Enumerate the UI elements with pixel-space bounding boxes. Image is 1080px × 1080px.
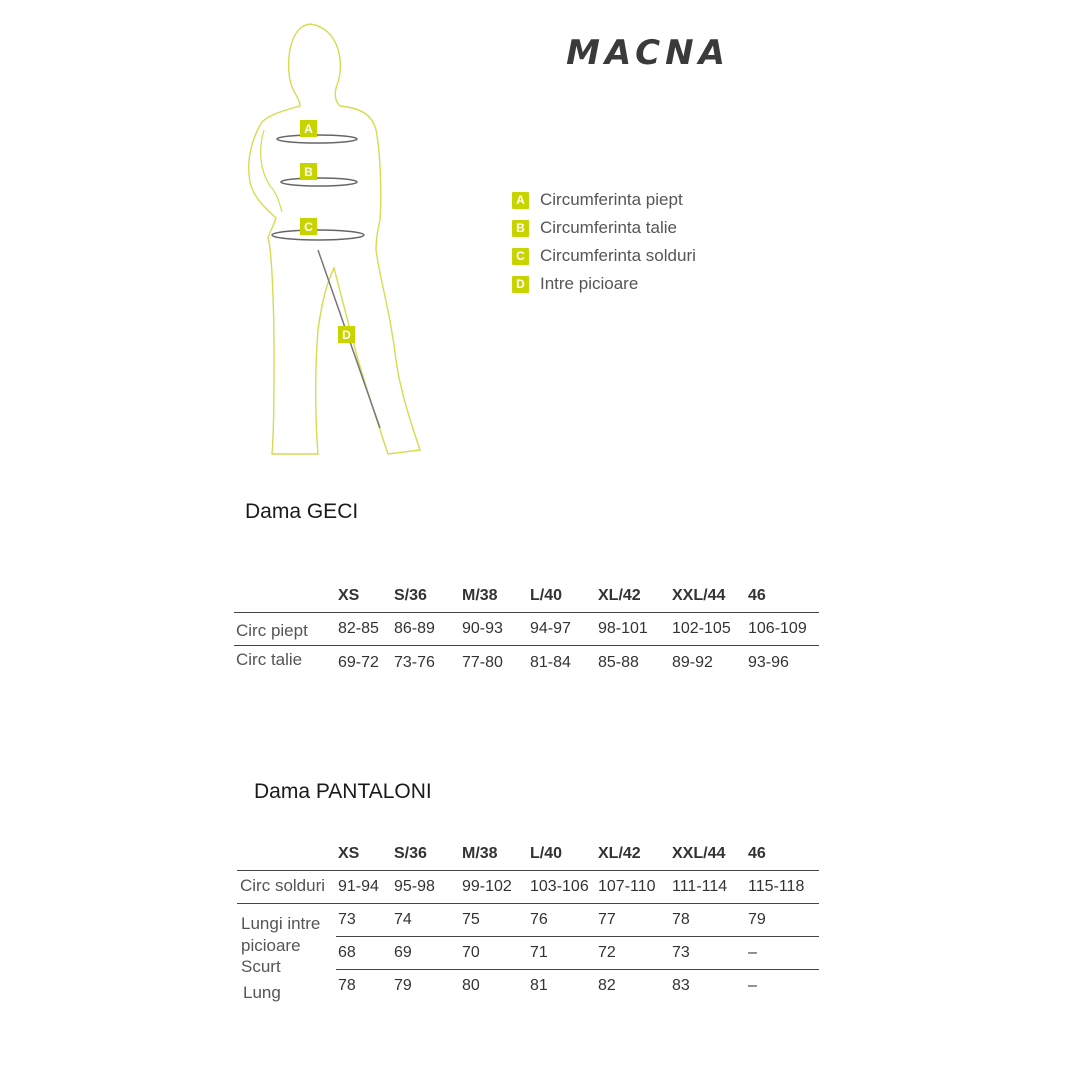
table-cell: 81 <box>530 977 548 994</box>
table-cell: 81-84 <box>530 654 571 671</box>
legend-label: Circumferinta talie <box>540 218 677 237</box>
svg-text:A: A <box>304 122 313 136</box>
svg-text:B: B <box>304 165 313 179</box>
legend-label: Intre picioare <box>540 274 639 293</box>
table-cell: 73-76 <box>394 654 435 671</box>
table-cell: – <box>748 977 757 994</box>
legend-item <box>512 270 696 298</box>
table-cell: 70 <box>462 944 480 961</box>
row-label: Lungi intre picioare <box>241 914 321 955</box>
size-header: XXL/44 <box>672 587 726 604</box>
legend-key: A <box>512 192 529 209</box>
row-label: Scurt <box>241 957 281 976</box>
table-cell: 73 <box>338 911 356 928</box>
table-cell: 77-80 <box>462 654 503 671</box>
marker-a <box>300 120 317 137</box>
table-cell: 95-98 <box>394 878 435 895</box>
table-cell: 99-102 <box>462 878 512 895</box>
row-label: Circ piept <box>236 621 308 640</box>
legend-key: B <box>512 220 529 237</box>
size-header: L/40 <box>530 845 563 862</box>
table-cell: 80 <box>462 977 480 994</box>
table-divider <box>234 612 819 613</box>
legend-label: Circumferinta solduri <box>540 246 696 265</box>
size-header: S/36 <box>394 845 427 862</box>
table-cell: 77 <box>598 911 616 928</box>
table-cell: 103-106 <box>530 878 589 895</box>
table-cell: 90-93 <box>462 620 503 637</box>
row-label: Lung <box>243 983 281 1002</box>
size-header: S/36 <box>394 587 427 604</box>
row-label: Circ solduri <box>240 876 326 895</box>
table-cell: 115-118 <box>748 878 805 895</box>
arm-outline <box>261 130 282 212</box>
table-cell: 98-101 <box>598 620 648 637</box>
size-header: 46 <box>748 845 766 862</box>
table-cell: 82-85 <box>338 620 379 637</box>
table-cell: 111-114 <box>672 878 728 895</box>
table-cell: 72 <box>598 944 616 961</box>
body-measurement-figure <box>230 10 450 470</box>
size-header: XXL/44 <box>672 845 726 862</box>
table-cell: 85-88 <box>598 654 639 671</box>
table-cell: 89-92 <box>672 654 713 671</box>
marker-c <box>300 218 317 235</box>
size-header: M/38 <box>462 587 498 604</box>
size-header: 46 <box>748 587 766 604</box>
table-cell: 69-72 <box>338 654 379 671</box>
table-cell: 91-94 <box>338 878 379 895</box>
table-cell: 74 <box>394 911 412 928</box>
size-header: M/38 <box>462 845 498 862</box>
table-cell: 94-97 <box>530 620 571 637</box>
table-cell: 69 <box>394 944 412 961</box>
table-cell: 78 <box>338 977 356 994</box>
legend-item <box>512 242 696 270</box>
macna-logo <box>508 34 788 70</box>
row-label: Circ talie <box>236 650 303 669</box>
table-cell: 78 <box>672 911 690 928</box>
svg-text:C: C <box>304 220 313 234</box>
table-divider <box>237 870 819 871</box>
size-header: XS <box>338 587 360 604</box>
trousers-title: Dama PANTALONI <box>254 780 432 803</box>
size-header: L/40 <box>530 587 563 604</box>
size-header: XS <box>338 845 360 862</box>
measurement-legend <box>512 186 696 298</box>
table-cell: 68 <box>338 944 356 961</box>
table-cell: 76 <box>530 911 548 928</box>
waist-line <box>281 178 357 186</box>
table-cell: 102-105 <box>672 620 731 637</box>
legend-key: C <box>512 248 529 265</box>
table-divider <box>336 936 819 937</box>
table-cell: 79 <box>748 911 766 928</box>
legend-item <box>512 186 696 214</box>
jackets-title: Dama GECI <box>245 500 359 523</box>
table-divider <box>336 969 819 970</box>
legend-key: D <box>512 276 529 293</box>
size-header: XL/42 <box>598 587 641 604</box>
table-cell: – <box>748 944 757 961</box>
size-header: XL/42 <box>598 845 641 862</box>
table-cell: 82 <box>598 977 616 994</box>
marker-b <box>300 163 317 180</box>
table-cell: 75 <box>462 911 480 928</box>
table-divider <box>237 903 819 904</box>
legend-item <box>512 214 696 242</box>
hip-line <box>272 230 364 240</box>
legend-label: Circumferinta piept <box>540 190 683 209</box>
table-cell: 83 <box>672 977 690 994</box>
table-cell: 79 <box>394 977 412 994</box>
table-cell: 86-89 <box>394 620 435 637</box>
table-cell: 106-109 <box>748 620 807 637</box>
svg-text:MACNA: MACNA <box>566 34 730 70</box>
table-cell: 93-96 <box>748 654 789 671</box>
marker-d <box>338 326 355 343</box>
table-cell: 71 <box>530 944 548 961</box>
table-cell: 107-110 <box>598 878 656 895</box>
svg-text:D: D <box>342 328 351 342</box>
table-cell: 73 <box>672 944 690 961</box>
table-divider <box>234 645 819 646</box>
